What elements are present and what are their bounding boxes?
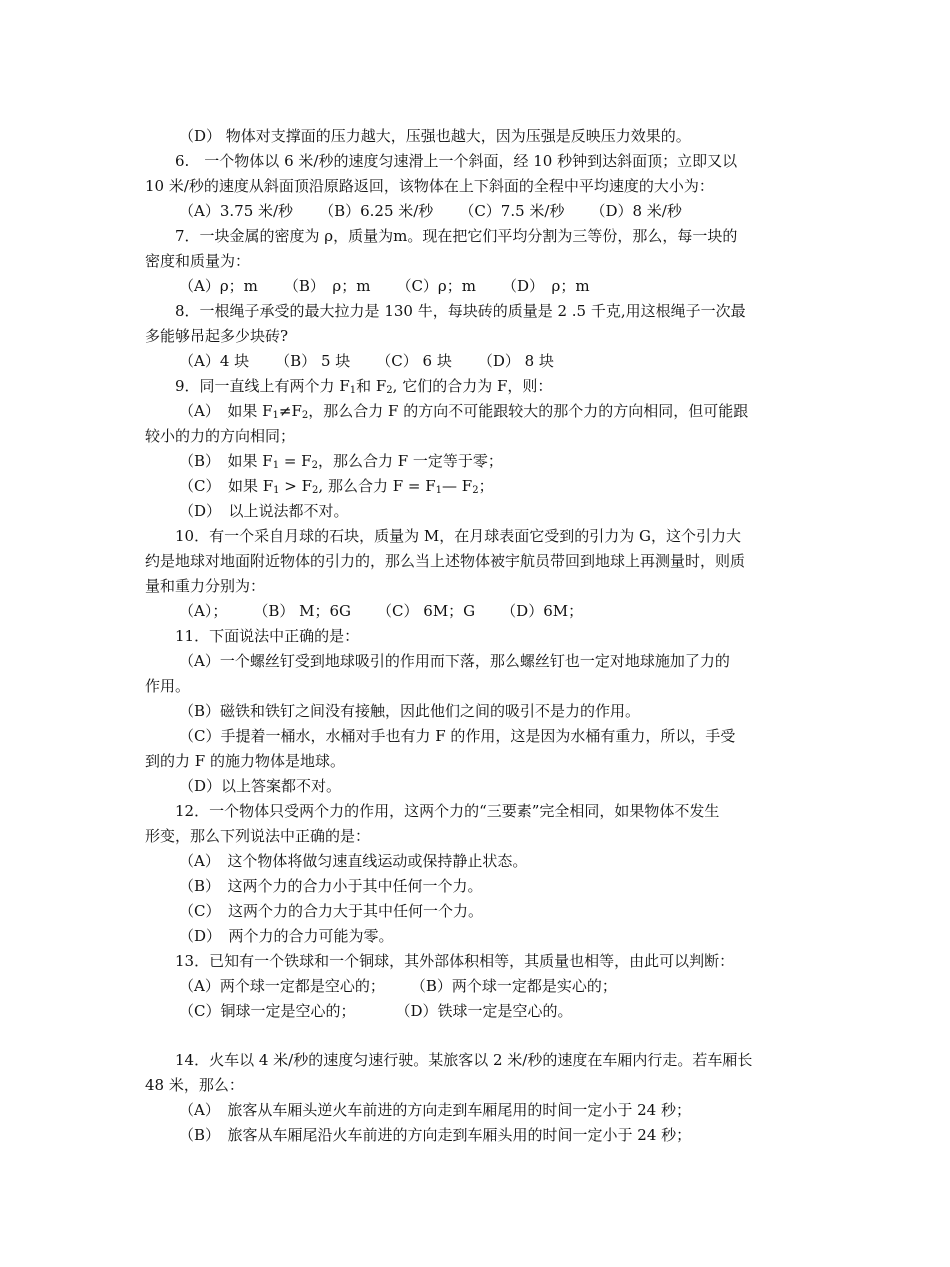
q13-options-row-2	[145, 999, 805, 1024]
q7-options	[145, 274, 805, 299]
q12-option-c: （C） 这两个力的合力大于其中任何一个力。	[179, 902, 483, 920]
q11-option-a-line-2: 作用。	[145, 677, 191, 695]
q7-stem-line-2: 密度和质量为：	[145, 252, 251, 270]
q9-option-b-text-a: （B） 如果 F	[179, 452, 273, 470]
q10-stem-line-2: 约是地球对地面附近物体的引力的，那么当上述物体被宇航员带回到地球上再测量时，则质	[145, 552, 746, 570]
q7-option-b: （B） ρ；m	[283, 277, 371, 295]
q11-option-b: （B）磁铁和铁钉之间没有接触，因此他们之间的吸引不是力的作用。	[179, 702, 641, 720]
q9-option-a-text-b: ≠F	[278, 402, 302, 420]
q8-option-a: （A）4 块	[179, 352, 250, 370]
q9-option-c-text-d: — F	[442, 477, 473, 495]
subscript-1: 1	[349, 385, 357, 396]
q8-option-c: （C） 6 块	[376, 352, 452, 370]
q9-option-c-text-e: ；	[478, 477, 494, 495]
q6-options	[145, 199, 805, 224]
q6-option-c: （C）7.5 米/秒	[459, 202, 565, 220]
q6-option-a: （A）3.75 米/秒	[179, 202, 294, 220]
q9-option-b	[145, 449, 805, 474]
q13-option-b: （B）两个球一定都是实心的；	[410, 977, 617, 995]
q13-options-row-1	[145, 974, 805, 999]
spacer	[145, 1024, 805, 1048]
q11-option-c-line-1: （C）手提着一桶水，水桶对手也有力 F 的作用，这是因为水桶有重力，所以，手受	[179, 727, 736, 745]
q10-option-b: （B） M；6G	[253, 602, 352, 620]
q9-option-a-line-2: 较小的力的方向相同；	[145, 427, 296, 445]
subscript-2: 2	[386, 385, 393, 396]
q13-stem: 13．已知有一个铁球和一个铜球，其外部体积相等，其质量也相等，由此可以判断：	[175, 952, 735, 970]
q6-stem-line-2: 10 米/秒的速度从斜面顶沿原路返回，该物体在上下斜面的全程中平均速度的大小为：	[145, 177, 714, 195]
q9-option-a-text-a: （A） 如果 F	[179, 402, 273, 420]
q9-stem-text-c: , 它们的合力为 F，则：	[392, 377, 553, 395]
q10-stem-line-3: 量和重力分别为：	[145, 577, 266, 595]
q12-stem-line-2: 形变，那么下列说法中正确的是：	[145, 827, 371, 845]
q10-option-d: （D）6M；	[501, 602, 584, 620]
q7-option-c: （C）ρ；m	[396, 277, 476, 295]
q14-stem-line-2: 48 米，那么：	[145, 1076, 244, 1094]
subscript-1: 1	[272, 460, 280, 471]
q8-stem-line-1: 8．一根绳子承受的最大拉力是 130 牛，每块砖的质量是 2 .5 千克,用这根绳子一次最	[175, 302, 746, 320]
q9-stem	[145, 374, 805, 399]
q13-option-c: （C）铜球一定是空心的；	[179, 1002, 356, 1020]
q10-option-a: （A）；	[179, 602, 228, 620]
q12-option-b: （B） 这两个力的合力小于其中任何一个力。	[179, 877, 483, 895]
q6-option-d: （D）8 米/秒	[590, 202, 682, 220]
subscript-2: 2	[312, 485, 319, 496]
q5-option-d: （D） 物体对支撑面的压力越大，压强也越大，因为压强是反映压力效果的。	[179, 127, 691, 145]
q14-stem-line-1: 14．火车以 4 米/秒的速度匀速行驶。某旅客以 2 米/秒的速度在车厢内行走。若车厢长	[175, 1051, 753, 1069]
q7-option-d: （D） ρ；m	[501, 277, 590, 295]
q10-options	[145, 599, 805, 624]
q12-stem-line-1: 12．一个物体只受两个力的作用，这两个力的“三要素”完全相同，如果物体不发生	[175, 802, 720, 820]
q12-option-a: （A） 这个物体将做匀速直线运动或保持静止状态。	[179, 852, 528, 870]
q11-option-c-line-2: 到的力 F 的施力物体是地球。	[145, 752, 345, 770]
q7-option-a: （A）ρ；m	[179, 277, 258, 295]
q11-option-d: （D）以上答案都不对。	[179, 777, 342, 795]
q8-options	[145, 349, 805, 374]
subscript-2: 2	[301, 410, 309, 421]
q9-option-c-text-a: （C） 如果 F	[179, 477, 274, 495]
q9-option-c-text-b: > F	[279, 477, 313, 495]
q6-option-b: （B）6.25 米/秒	[319, 202, 434, 220]
subscript-1: 1	[435, 485, 443, 496]
q14-option-a: （A） 旅客从车厢头逆火车前进的方向走到车厢尾用的时间一定小于 24 秒；	[179, 1101, 691, 1119]
q12-option-d: （D） 两个力的合力可能为零。	[179, 927, 394, 945]
q8-stem-line-2: 多能够吊起多少块砖?	[145, 327, 289, 345]
q9-option-c	[145, 474, 805, 499]
q9-option-b-text-c: ，那么合力 F 一定等于零；	[317, 452, 503, 470]
q11-option-a-line-1: （A）一个螺丝钉受到地球吸引的作用而下落，那么螺丝钉也一定对地球施加了力的	[179, 652, 730, 670]
q6-stem-line-1: 6. 一个物体以 6 米/秒的速度匀速滑上一个斜面，经 10 秒钟到达斜面顶；立即又以	[175, 152, 738, 170]
q9-option-a-line-1	[145, 399, 805, 424]
subscript-1: 1	[272, 410, 279, 421]
subscript-2: 2	[472, 485, 479, 496]
q8-option-b: （B） 5 块	[275, 352, 351, 370]
question-list	[145, 124, 805, 1148]
q7-stem-line-1: 7．一块金属的密度为 ρ，质量为m。现在把它们平均分割为三等份，那么，每一块的	[175, 227, 738, 245]
q9-option-c-text-c: , 那么合力 F = F	[318, 477, 436, 495]
q14-option-b: （B） 旅客从车厢尾沿火车前进的方向走到车厢头用的时间一定小于 24 秒；	[179, 1126, 692, 1144]
q9-stem-text-b: 和 F	[356, 377, 387, 395]
q9-option-b-text-b: = F	[279, 452, 312, 470]
q9-option-d: （D） 以上说法都不对。	[179, 502, 349, 520]
q8-option-d: （D） 8 块	[477, 352, 554, 370]
q10-stem-line-1: 10．有一个采自月球的石块，质量为 M，在月球表面它受到的引力为 G，这个引力大	[175, 527, 741, 545]
q13-option-d: （D）铁球一定是空心的。	[395, 1002, 573, 1020]
q9-option-a-text-c: ，那么合力 F 的方向不可能跟较大的那个力的方向相同，但可能跟	[308, 402, 749, 420]
q13-option-a: （A）两个球一定都是空心的；	[179, 977, 385, 995]
q10-option-c: （C） 6M；G	[377, 602, 476, 620]
subscript-1: 1	[273, 485, 280, 496]
q9-stem-text-a: 9．同一直线上有两个力 F	[175, 377, 350, 395]
subscript-2: 2	[311, 460, 318, 471]
q11-stem: 11．下面说法中正确的是：	[175, 627, 360, 645]
